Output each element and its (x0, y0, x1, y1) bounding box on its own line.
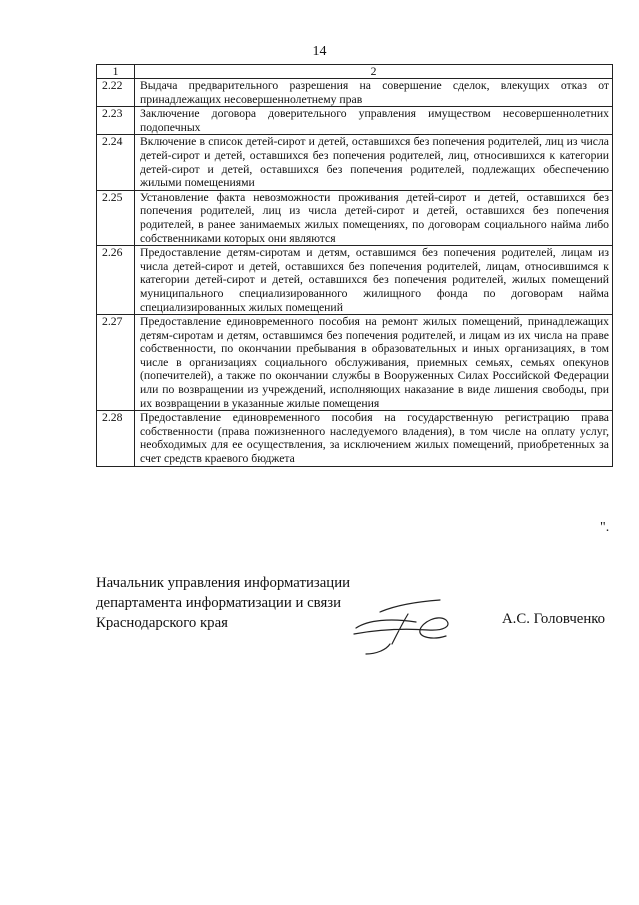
signatory-name: А.С. Головченко (502, 611, 606, 627)
row-text: Выдача предварительного разрешения на совершение сделок, влекущих отказ от принадлежащих несовершеннолетнему прав (135, 79, 613, 107)
row-text: Установление факта невозможности проживания детей-сирот и детей, оставшихся без попечения родителей, лиц из числа детей-сирот и детей, оставшихся без попечения родителей, в ранее занимаемых жилых помещениях, по договорам социального найма либо собственниками которых они являются (135, 190, 613, 245)
handwritten-signature (350, 592, 460, 662)
row-number: 2.28 (97, 411, 135, 466)
signatory-title-line: Краснодарского края (96, 615, 228, 631)
table-row (97, 107, 613, 135)
table-row (97, 411, 613, 466)
table-row (97, 79, 613, 107)
services-table (96, 64, 613, 467)
table-header-row (97, 65, 613, 79)
row-text: Заключение договора доверительного управления имуществом несовершеннолетних подопечных (135, 107, 613, 135)
row-text: Предоставление единовременного пособия на ремонт жилых помещений, принадлежащих детям-сиротам и детям, оставшимся без попечения родителей, и лицам из их числа на праве собственности, по окончании пребывания в образовательных и иных организациях, в том числе в организациях социального обслуживания, приемных семьях, семьях опекунов (попечителей), а также по окончании службы в Вооруженных Силах Российской Федерации или по возвращении из учреждений, исполняющих наказание в виде лишения свободы, при их возвращении в указанные жилые помещения (135, 315, 613, 411)
row-number: 2.23 (97, 107, 135, 135)
row-number: 2.22 (97, 79, 135, 107)
header-col-1: 1 (97, 65, 135, 79)
closing-quote: ". (600, 520, 610, 535)
row-number: 2.26 (97, 246, 135, 315)
row-number: 2.27 (97, 315, 135, 411)
page-number: 14 (312, 44, 327, 59)
row-number: 2.25 (97, 190, 135, 245)
table-row (97, 315, 613, 411)
row-text: Предоставление детям-сиротам и детям, оставшимся без попечения родителей, лицам из числа детей-сирот и детей, оставшихся без попечения родителей, лицам, относившимся к категории детей-сирот и детей, оставшихся без попечения родителей, жилых помещений муниципального специализированного жилищного фонда по договорам найма специализированных жилых помещений (135, 246, 613, 315)
row-number: 2.24 (97, 135, 135, 190)
row-text: Предоставление единовременного пособия на государственную регистрацию права собственности (права пожизненного наследуемого владения), в том числе на оплату услуг, необходимых для ее осуществления, за исключением жилых помещений, приобретенных за счет средств краевого бюджета (135, 411, 613, 466)
row-text: Включение в список детей-сирот и детей, оставшихся без попечения родителей, лиц из числа детей-сирот и детей, оставшихся без попечения родителей, лиц, относившихся к категории детей-сирот и детей, оставшихся без попечения родителей, подлежащих обеспечению жилыми помещениями (135, 135, 613, 190)
table-row (97, 135, 613, 190)
table-row (97, 246, 613, 315)
signatory-title (96, 573, 350, 633)
signatory-title-line: департамента информатизации и связи (96, 595, 342, 611)
signatory-title-line: Начальник управления информатизации (96, 575, 351, 591)
table-row (97, 190, 613, 245)
header-col-2: 2 (135, 65, 613, 79)
